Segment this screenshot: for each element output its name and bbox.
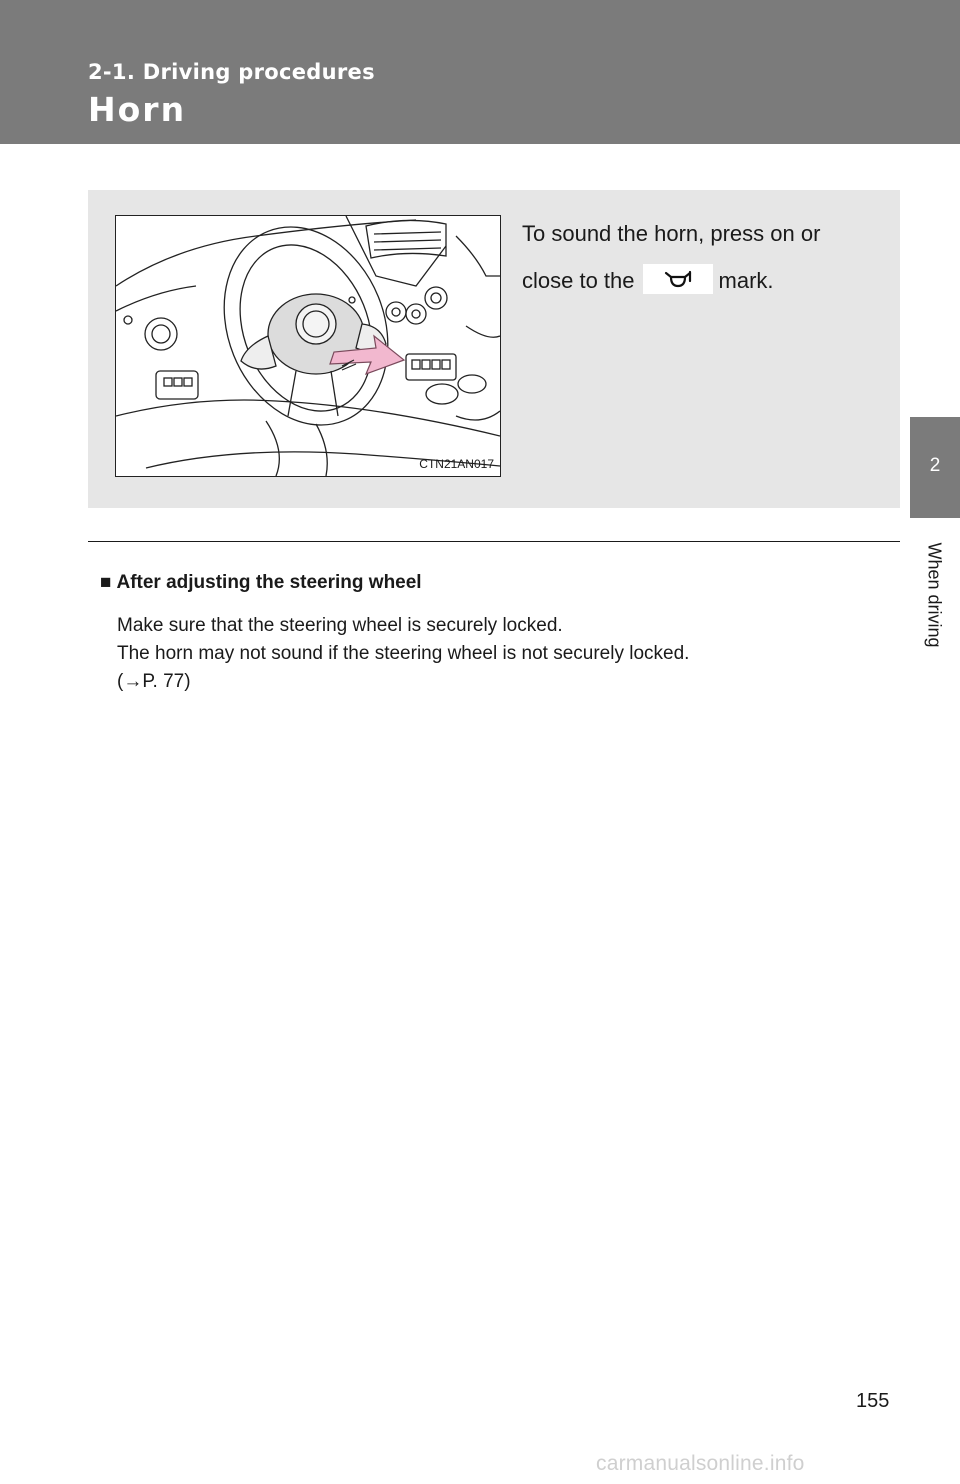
section-divider bbox=[88, 541, 900, 542]
section-title: 2-1. Driving procedures bbox=[88, 60, 375, 84]
note-body bbox=[117, 612, 877, 696]
chapter-tab[interactable] bbox=[910, 417, 960, 518]
note-line: The horn may not sound if the steering wheel is not securely locked. bbox=[117, 643, 690, 664]
page-number: 155 bbox=[856, 1390, 890, 1412]
horn-icon bbox=[643, 264, 713, 294]
figure-code: CTN21AN017 bbox=[419, 457, 494, 471]
steering-wheel-illustration bbox=[115, 215, 501, 477]
chapter-label: When driving bbox=[924, 542, 945, 648]
instruction-line-2-start: close to the bbox=[522, 268, 635, 293]
square-bullet-icon: ■ bbox=[100, 572, 112, 593]
note-heading-text: After adjusting the steering wheel bbox=[116, 572, 422, 593]
note-heading bbox=[100, 572, 422, 594]
page-reference-link[interactable]: (→P. 77) bbox=[117, 671, 191, 692]
watermark: carmanualsonline.info bbox=[596, 1452, 805, 1475]
instruction-line-2-end: mark. bbox=[718, 268, 774, 293]
instruction-line-1: To sound the horn, press on or bbox=[522, 221, 821, 246]
instruction-line-2 bbox=[522, 257, 882, 304]
page-header-band bbox=[0, 0, 960, 144]
page-heading: Horn bbox=[88, 90, 187, 129]
instruction-text bbox=[522, 210, 882, 304]
chapter-number: 2 bbox=[929, 455, 941, 476]
illustration-panel bbox=[88, 190, 900, 508]
note-line: Make sure that the steering wheel is securely locked. bbox=[117, 615, 563, 636]
steering-wheel-drawing bbox=[116, 216, 500, 476]
